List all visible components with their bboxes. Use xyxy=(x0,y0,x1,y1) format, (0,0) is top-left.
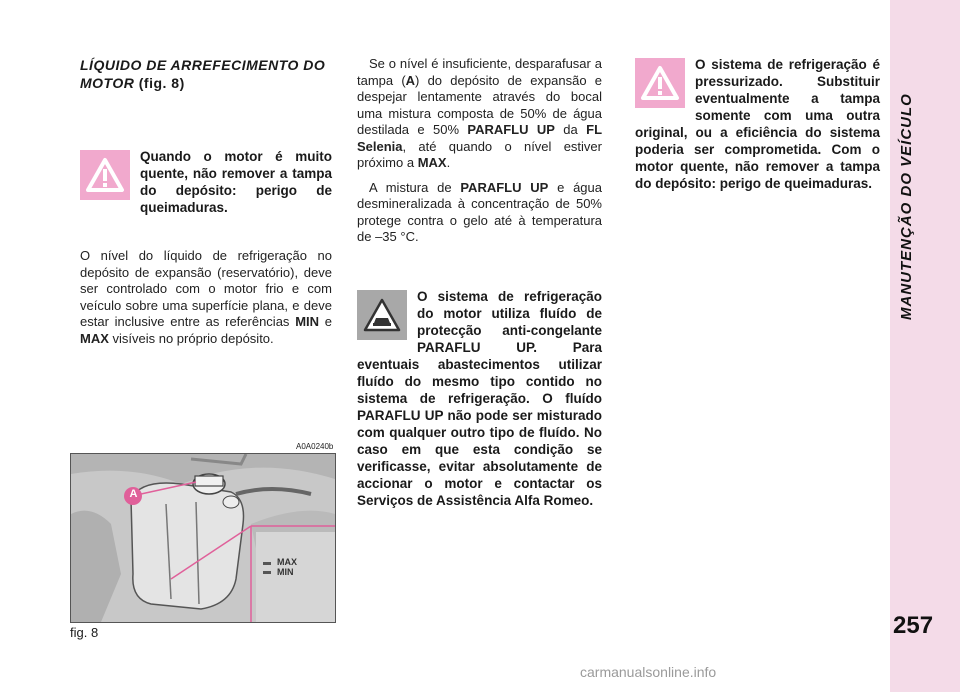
para-text: . xyxy=(446,155,451,170)
column-2 xyxy=(357,56,602,509)
heading-text: LÍQUIDO DE ARREFECIMENTO DO MOTOR xyxy=(80,57,326,91)
para-text: visíveis no próprio depósito. xyxy=(108,330,274,346)
min-mark-label: MIN xyxy=(277,567,294,577)
figure-code: A0A0240b xyxy=(296,442,334,451)
heading-figure-ref: (fig. 8) xyxy=(134,75,185,91)
product-name: PARAFLU UP xyxy=(460,179,549,195)
pressurized-warning xyxy=(635,56,880,192)
warning-text: O sistema de refrigeração é pressurizado. Substituir eventualmente a tampa somente com uma outra original, ou a eficiência do sistema poderia ser comprometida. Com o motor quente, não remover a tampa do depósito: perigo de queimaduras. xyxy=(635,57,880,191)
page-number: 257 xyxy=(893,612,934,639)
engine-bay-illustration xyxy=(71,454,335,622)
section-title: MANUTENÇÃO DO VEÍCULO xyxy=(898,93,915,320)
brand-name: FL Selenia xyxy=(357,122,603,154)
figure-caption: fig. 8 xyxy=(70,625,99,640)
column-3 xyxy=(635,56,880,192)
warning-triangle-icon xyxy=(635,58,685,108)
warning-text: Quando o motor é muito quente, não remover a tampa do depósito: perigo de queimaduras. xyxy=(140,149,332,215)
min-ref: MIN xyxy=(295,314,320,329)
callout-a-label: A xyxy=(129,488,138,500)
product-name: PARAFLU UP xyxy=(467,122,555,137)
max-ref: MAX xyxy=(417,155,447,170)
para-text: Se o nível é insuficiente, desparafusar a tampa ( xyxy=(357,56,602,88)
para-text: A mistura de xyxy=(369,179,461,195)
para-text: , até quando o nível estiver próximo a xyxy=(357,138,602,170)
para-text: e xyxy=(319,314,333,329)
level-check-paragraph xyxy=(80,248,332,347)
section-heading xyxy=(80,56,332,92)
para-text: O nível do líquido de refrigeração no depósito de expansão (reservatório), deve ser controlado com o motor frio e com veículo sobre uma superfície plana, e deve estar inclusive entre as referências xyxy=(80,248,332,329)
max-ref: MAX xyxy=(80,330,109,346)
para-text: e água desmineralizada à concentração de 50% protege contra o gelo até à temperatura de –35 °C. xyxy=(357,179,602,244)
para-text: ) do depósito de expansão e despejar lentamente através do bocal uma mistura composta de 50% de água destilada e 50% xyxy=(357,72,602,137)
antifreeze-note xyxy=(357,288,602,509)
coolant-reservoir-figure xyxy=(70,453,336,623)
refill-paragraph xyxy=(357,56,602,172)
hot-engine-warning xyxy=(80,148,332,216)
watermark: carmanualsonline.info xyxy=(580,664,717,680)
car-warning-icon xyxy=(357,290,407,340)
para-text: da xyxy=(554,122,587,137)
cap-ref: A xyxy=(405,72,416,88)
max-mark-label: MAX xyxy=(277,557,297,567)
warning-triangle-icon xyxy=(80,150,130,200)
column-1 xyxy=(80,56,332,347)
mixture-paragraph xyxy=(357,180,602,246)
note-text: O sistema de refrigeração do motor utiliza fluído de protecção anti-congelante PARAFLU UP. Para eventuais abastecimentos utilizar fluído do mesmo tipo contido no sistema de refrigeração. O fluído PARAFLU UP não pode ser misturado com qualquer outro tipo de fluído. No caso em que esta condição se verificasse, evitar absolutamente de accionar o motor e contactar os Serviços de Assistência Alfa Romeo. xyxy=(357,288,602,508)
